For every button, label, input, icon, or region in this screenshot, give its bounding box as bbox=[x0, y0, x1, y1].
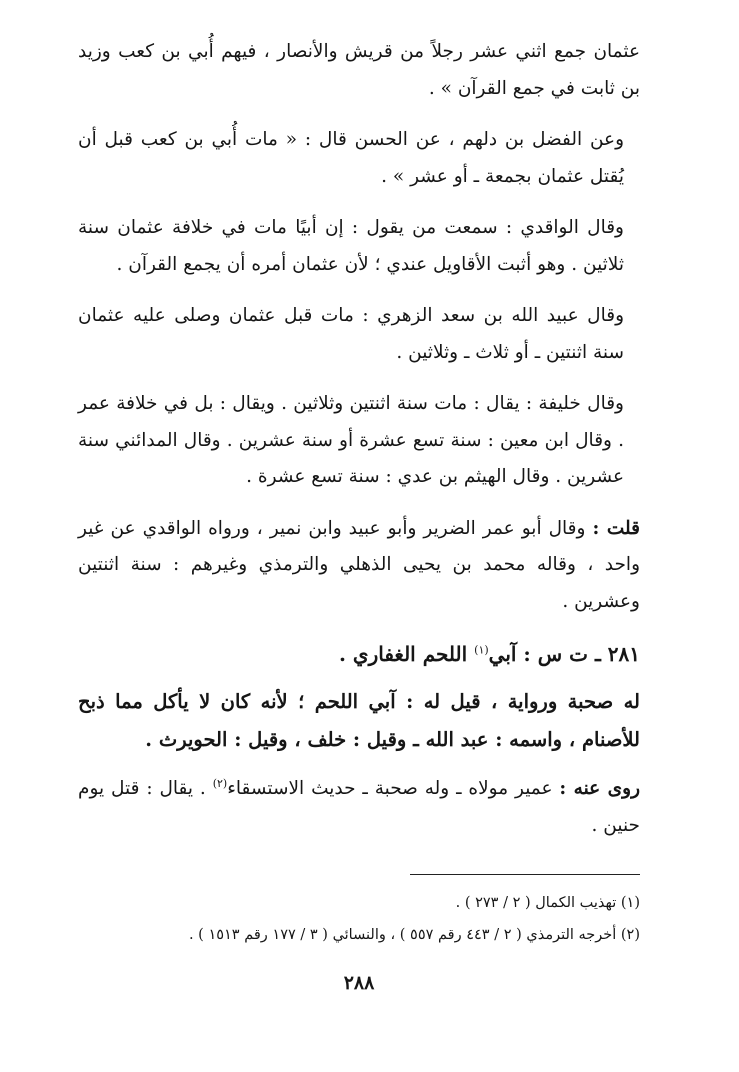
book-page bbox=[78, 34, 640, 1044]
entry-number-and-name: ٢٨١ ـ ت س : آبي bbox=[488, 642, 640, 666]
paragraph-text: وعن الفضل بن دلهم ، عن الحسن قال : « مات أُبي بن كعب قبل أن يُقتل عثمان بجمعة ـ أو عشر » . bbox=[78, 129, 624, 187]
footnote-separator bbox=[410, 874, 640, 875]
narrators-label: روى عنه : bbox=[559, 778, 640, 799]
footnotes bbox=[78, 887, 640, 951]
page-number: ٢٨٨ bbox=[343, 972, 375, 994]
entry-heading bbox=[78, 635, 640, 673]
entry-biography: له صحبة ورواية ، قيل له : آبي اللحم ؛ لأنه كان لا يأكل مما ذبح للأصنام ، واسمه : عبد الله ـ وقيل : خلف ، وقيل : الحويرث . bbox=[78, 690, 640, 751]
paragraph-narrators bbox=[78, 771, 640, 844]
qultu-label: قلت : bbox=[592, 517, 640, 539]
main-text bbox=[78, 34, 640, 620]
paragraph-continuation bbox=[78, 34, 640, 107]
paragraph-waqidi-report bbox=[78, 210, 640, 283]
footnote-item: (٢) أخرجه الترمذي ( ٢ / ٤٤٣ رقم ٥٥٧ ) ، والنسائي ( ٣ / ١٧٧ رقم ١٥١٣ ) . bbox=[188, 927, 640, 943]
paragraph-text: وقال عبيد الله بن سعد الزهري : مات قبل عثمان وصلى عليه عثمان سنة اثنتين ـ أو ثلاث ـ وثلاثين . bbox=[78, 305, 624, 363]
narrators-text-rest: . يقال : قتل يوم حنين . bbox=[78, 778, 640, 836]
qultu-text: وقال أبو عمر الضرير وأبو عبيد وابن نمير ، ورواه الواقدي عن غير واحد ، وقاله محمد بن يحيى الذهلي والترمذي وغيرهم : سنة اثنتين وعشرين . bbox=[78, 517, 640, 612]
paragraph-zuhri-report bbox=[78, 298, 640, 371]
entry-name-rest: اللحم الغفاري . bbox=[338, 642, 468, 666]
footnote-reference: (١) bbox=[474, 643, 489, 657]
paragraph-text: عثمان جمع اثني عشر رجلاً من قريش والأنصار ، فيهم أُبي بن كعب وزيد بن ثابت في جمع القرآن » . bbox=[78, 41, 640, 99]
paragraph-khalifa-report bbox=[78, 386, 640, 496]
paragraph-hasan-report bbox=[78, 122, 640, 195]
footnote-reference: (٢) bbox=[212, 776, 228, 790]
footnote-item: (١) تهذيب الكمال ( ٢ / ٢٧٣ ) . bbox=[455, 895, 640, 911]
paragraph-text: وقال الواقدي : سمعت من يقول : إن أبيًا مات في خلافة عثمان سنة ثلاثين . وهو أثبت الأقاويل عندي ؛ لأن عثمان أمره أن يجمع القرآن . bbox=[78, 217, 624, 275]
paragraph-text: وقال خليفة : يقال : مات سنة اثنتين وثلاثين . ويقال : بل في خلافة عمر . وقال ابن معين : سنة تسع عشرة أو سنة عشرين . وقال المدائني سنة عشرين . وقال الهيثم بن عدي : سنة تسع عشرة . bbox=[78, 393, 624, 487]
narrators-text: عمير مولاه ـ وله صحبة ـ حديث الاستسقاء bbox=[227, 778, 553, 799]
paragraph-qultu bbox=[78, 511, 640, 621]
